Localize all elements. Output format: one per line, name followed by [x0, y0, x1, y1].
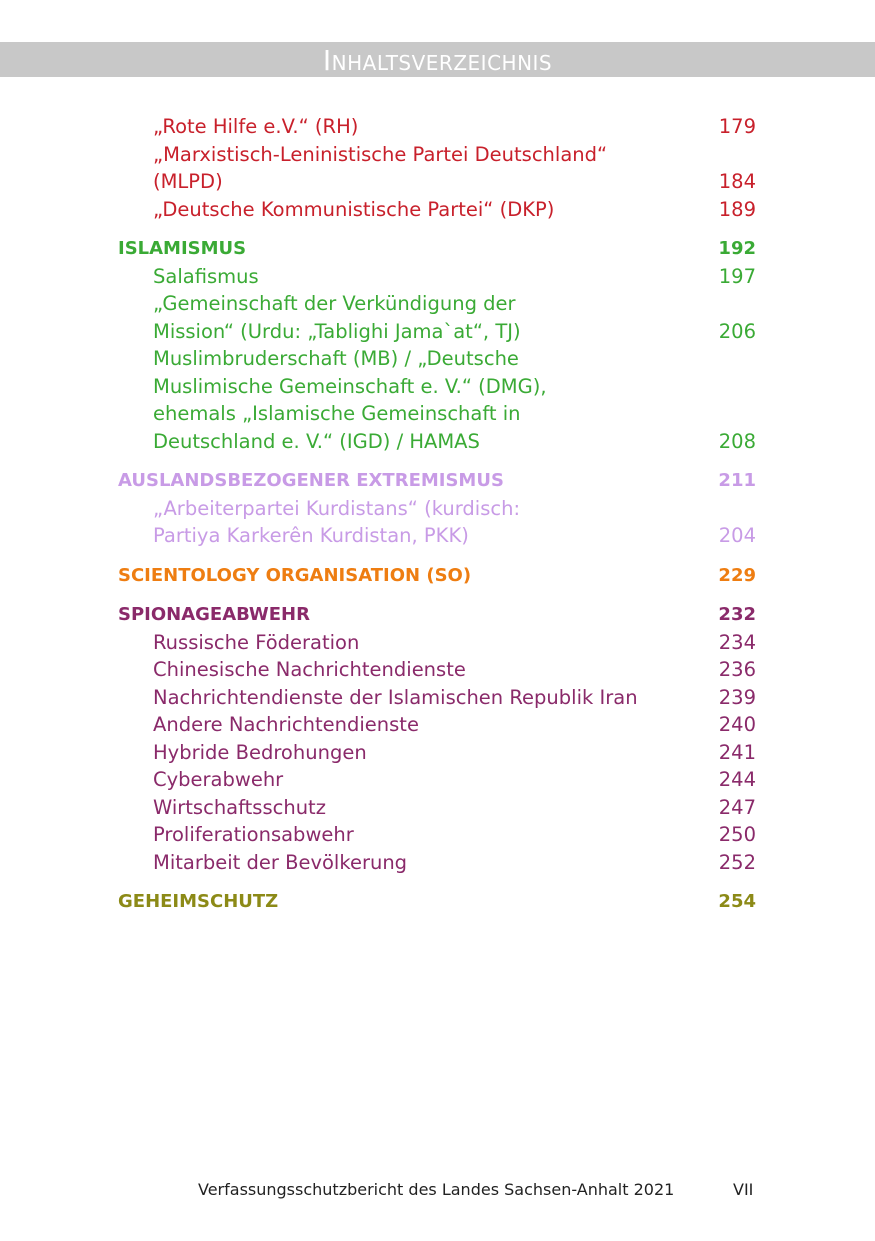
toc-subentry[interactable]	[118, 794, 756, 822]
toc-entry-title: GEHEIMSCHUTZ	[118, 891, 279, 912]
toc-entry-title: SPIONAGEABWEHR	[118, 604, 310, 625]
toc-entry-page: 240	[718, 713, 756, 736]
toc-entry-title: Hybride Bedrohungen	[153, 740, 367, 764]
toc-entry-title: Nachrichtendienste der Islamischen Republik Iran	[153, 685, 638, 709]
toc-section	[118, 562, 756, 590]
toc-entry-title: Salafismus	[153, 264, 259, 288]
toc-subentry[interactable]	[118, 196, 756, 224]
toc-entry-page: 229	[718, 564, 756, 586]
toc-entry-page: 241	[718, 740, 756, 764]
toc-entry-title: Andere Nachrichtendienste	[153, 713, 419, 736]
toc-chapter-entry[interactable]	[118, 601, 756, 629]
toc-subentry[interactable]	[118, 849, 756, 877]
toc-entry-page: 192	[718, 238, 756, 259]
toc-entry-title: Russische Föderation	[153, 630, 360, 654]
toc-subentry[interactable]	[118, 821, 756, 849]
table-of-contents	[118, 113, 756, 928]
toc-subentry[interactable]	[118, 113, 756, 141]
toc-entry-title: AUSLANDSBEZOGENER EXTREMISMUS	[118, 470, 504, 491]
toc-entry-page: 236	[718, 658, 756, 681]
toc-entry-title: Proliferationsabwehr	[153, 823, 354, 846]
toc-entry-page: 179	[718, 115, 756, 138]
toc-entry-title: ISLAMISMUS	[118, 238, 247, 259]
toc-entry-page: 189	[718, 197, 756, 221]
toc-subentry[interactable]	[118, 684, 756, 712]
toc-entry-title: Wirtschaftsschutz	[153, 795, 326, 819]
toc-entry-page: 250	[718, 823, 756, 846]
toc-section	[118, 467, 756, 550]
footer-page-number: VII	[733, 1180, 754, 1199]
toc-entry-title: Muslimbruderschaft (MB) / „Deutsche Muslimische Gemeinschaft e. V.“ (DMG), ehemals „Islamische Gemeinschaft in Deutschland e. V.“ (IGD) / HAMAS	[153, 347, 547, 453]
toc-subentry[interactable]	[118, 345, 756, 455]
toc-chapter-entry[interactable]	[118, 888, 756, 916]
toc-entry-page: 208	[718, 429, 756, 453]
toc-entry-title: „Arbeiterpartei Kurdistans“ (kurdisch: Partiya Karkerên Kurdistan, PKK)	[153, 496, 521, 547]
toc-subentry[interactable]	[118, 290, 756, 345]
toc-entry-page: 184	[718, 170, 756, 193]
toc-subentry[interactable]	[118, 495, 756, 550]
toc-entry-page: 206	[718, 319, 756, 343]
toc-subentry[interactable]	[118, 629, 756, 657]
toc-entry-title: Chinesische Nachrichtendienste	[153, 658, 466, 681]
toc-entry-page: 244	[718, 768, 756, 791]
toc-section	[118, 113, 756, 223]
toc-entry-title: „Gemeinschaft der Verkündigung der Mission“ (Urdu: „Tablighi Jama`at“, TJ)	[153, 292, 521, 343]
toc-subentry[interactable]	[118, 656, 756, 684]
toc-entry-title: SCIENTOLOGY ORGANISATION (SO)	[118, 564, 472, 586]
toc-subentry[interactable]	[118, 141, 756, 196]
toc-entry-title: Mitarbeit der Bevölkerung	[153, 850, 408, 874]
toc-chapter-entry[interactable]	[118, 235, 756, 263]
toc-entry-title: „Rote Hilfe e.V.“ (RH)	[153, 115, 359, 138]
toc-subentry[interactable]	[118, 739, 756, 767]
toc-section	[118, 601, 756, 876]
toc-entry-page: 234	[718, 630, 756, 654]
toc-subentry[interactable]	[118, 766, 756, 794]
toc-entry-page: 252	[718, 850, 756, 874]
toc-entry-page: 197	[718, 264, 756, 288]
toc-entry-page: 211	[718, 470, 756, 491]
toc-entry-page: 204	[718, 524, 756, 547]
toc-subentry[interactable]	[118, 711, 756, 739]
toc-entry-page: 247	[718, 795, 756, 819]
toc-subentry[interactable]	[118, 263, 756, 291]
page-title: Inhaltsverzeichnis	[322, 44, 553, 77]
toc-entry-title: „Marxistisch-Leninistische Partei Deutschland“ (MLPD)	[153, 142, 608, 193]
toc-entry-title: „Deutsche Kommunistische Partei“ (DKP)	[153, 197, 555, 221]
toc-chapter-entry[interactable]	[118, 562, 756, 590]
toc-entry-page: 254	[718, 891, 756, 912]
toc-entry-page: 232	[718, 604, 756, 625]
toc-entry-title: Cyberabwehr	[153, 768, 284, 791]
toc-section	[118, 888, 756, 916]
toc-entry-page: 239	[718, 685, 756, 709]
footer-text: Verfassungsschutzbericht des Landes Sachsen-Anhalt 2021	[198, 1180, 675, 1199]
toc-chapter-entry[interactable]	[118, 467, 756, 495]
toc-section	[118, 235, 756, 455]
